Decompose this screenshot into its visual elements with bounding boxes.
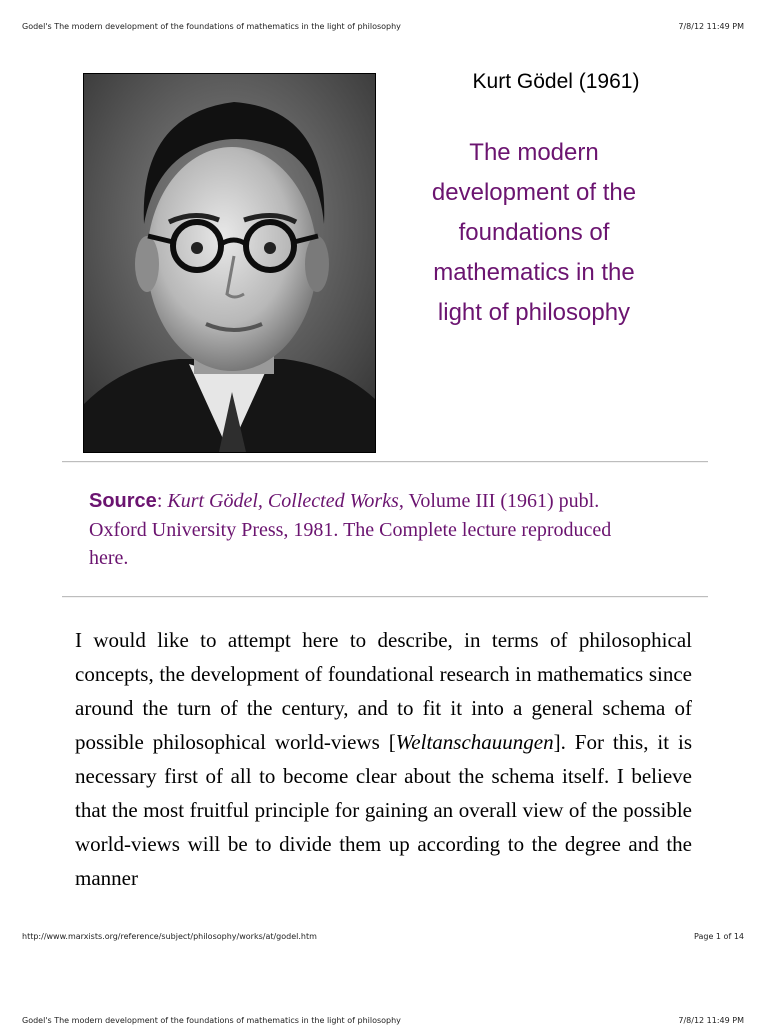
title-line: The modern <box>469 139 599 166</box>
horizontal-rule <box>62 596 708 598</box>
title-line: development of the <box>431 179 637 206</box>
print-header-datetime: 7/8/12 11:49 PM <box>678 22 744 31</box>
source-details: , Volume III (1961) publ. Oxford University Press, 1981. The Complete lecture reproduced here. <box>89 490 612 569</box>
title-line: light of philosophy <box>437 299 631 326</box>
print-header-title: Godel's The modern development of the foundations of mathematics in the light of philosophy <box>22 22 401 31</box>
next-page-header-title: Godel's The modern development of the foundations of mathematics in the light of philosophy <box>22 1016 401 1025</box>
source-work-link[interactable]: Kurt Gödel, Collected Works <box>167 490 399 512</box>
source-note <box>89 487 649 573</box>
next-page-header-datetime: 7/8/12 11:49 PM <box>678 1016 744 1025</box>
author-line: Kurt Gödel (1961) <box>472 70 640 93</box>
document-title <box>396 133 672 333</box>
title-line: mathematics in the <box>433 259 635 286</box>
source-colon: : <box>156 490 168 512</box>
body-text-part: ]. For this, it is necessary first of all to become clear about the schema itself. I believe that the most fruitful principle for gaining an overall view of the possible world-views will be to divide them up according to the degree and the manner <box>75 730 692 890</box>
source-label: Source <box>89 490 157 512</box>
body-paragraph <box>75 623 692 895</box>
footer-page-number: Page 1 of 14 <box>694 932 744 941</box>
title-line: foundations of <box>458 219 610 246</box>
footer-url: http://www.marxists.org/reference/subject/philosophy/works/at/godel.htm <box>22 932 317 941</box>
body-emphasis: Weltanschauungen <box>395 730 554 754</box>
author-portrait <box>83 73 376 453</box>
horizontal-rule <box>62 461 708 463</box>
body-text-part: I would like to attempt here to describe, in terms of philosophical concepts, the development of foundational research in mathematics since around the turn of the century, and to fit it into a general schema of possible philosophical world-views [ <box>75 628 692 754</box>
